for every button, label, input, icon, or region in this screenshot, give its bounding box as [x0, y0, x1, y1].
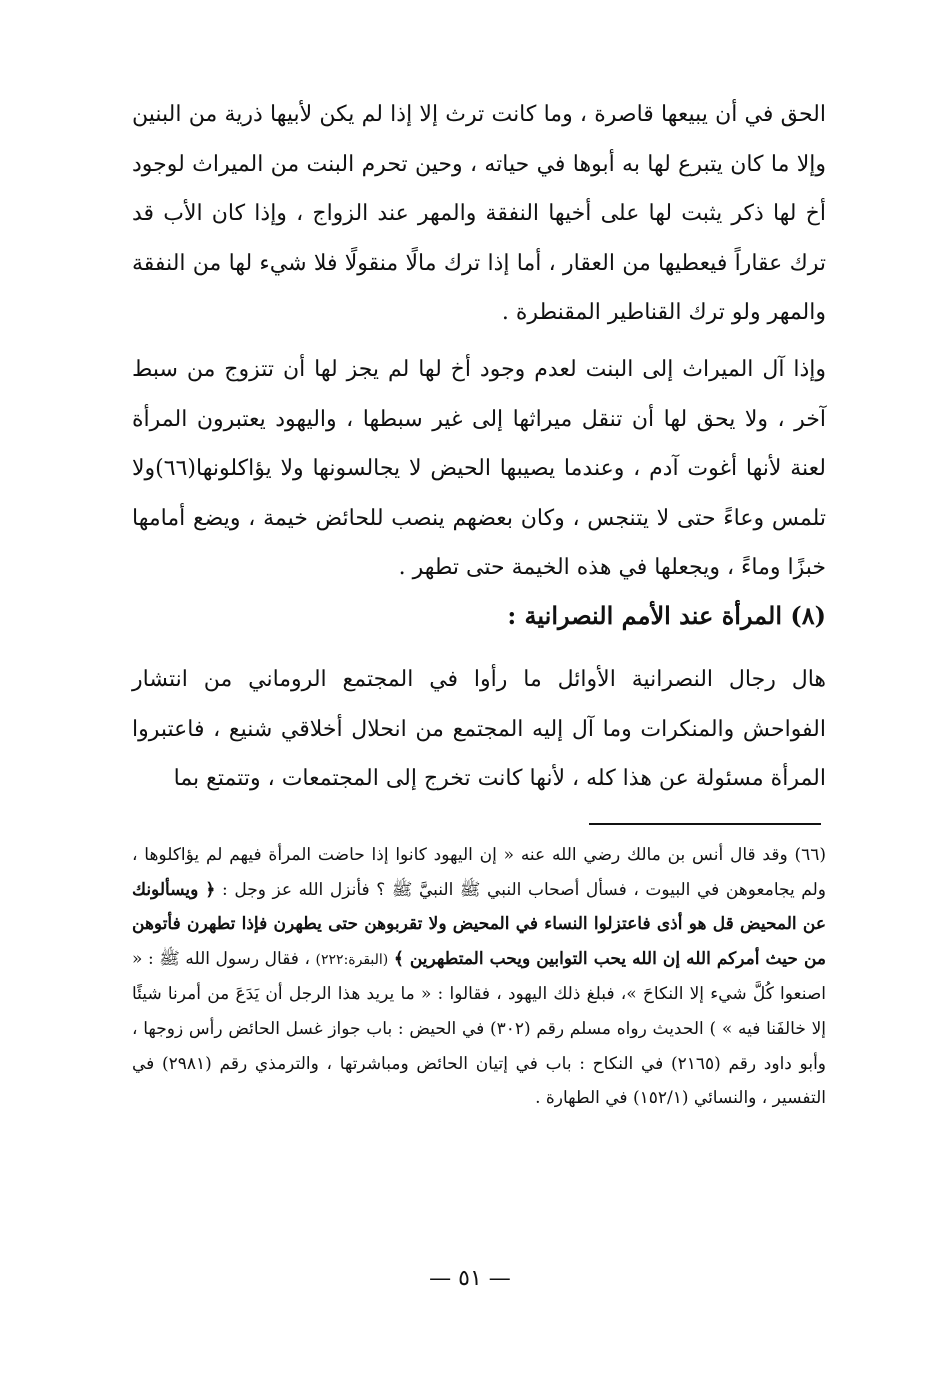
- footnote-number: (٦٦): [794, 845, 827, 865]
- footnote-divider: [589, 823, 821, 825]
- footnote-text-part-1: وقد قال أنس بن مالك رضي الله عنه « إن اليهود كانوا إذا حاضت المرأة فيهم لم يؤاكلوها ، ولم يجامعوهن في البيوت ، فسأل أصحاب النبي ﷺ النبيَّ ﷺ ؟ فأنزل الله عز وجل :: [132, 845, 827, 900]
- footnote-text-part-2: ، فقال رسول الله ﷺ : « اصنعوا كُلَّ شيء إلا النكاحَ »، فبلغ ذلك اليهود ، فقالوا : « ما يريد هذا الرجل أن يَدَعَ من أمرنا شيئًا إلا خالفَنا فيه » ) الحديث رواه مسلم رقم (٣٠٢) في الحيض : باب جواز غسل الحائض رأس زوجها ، وأبو داود رقم (٢١٦٥) في النكاح : باب في إتيان الحائض ومباشرتها ، والترمذي رقم (٢٩٨١) في التفسير ، والنسائي (١٥٢/١) في الطهارة .: [132, 948, 827, 1109]
- section-heading: (٨) المرأة عند الأمم النصرانية :: [507, 601, 826, 630]
- footnote-66: [132, 838, 826, 1116]
- quran-reference: (البقرة:٢٢٢): [315, 951, 389, 968]
- page-number: — ٥١ —: [429, 1266, 511, 1291]
- body-paragraph-1: الحق في أن يبيعها قاصرة ، وما كانت ترث إلا إذا لم يكن لأبيها ذرية من البنين وإلا ما كان يتبرع لها به أبوها في حياته ، وحين تحرم البنت من الميراث لوجود أخ لها ذكر يثبت لها على أخيها النفقة والمهر عند الزواج ، وإذا كان الأب قد ترك عقاراً فيعطيها من العقار ، أما إذا ترك مالًا منقولًا فلا شيء لها من النفقة والمهر ولو ترك القناطير المقنطرة .: [132, 102, 826, 325]
- quran-verse: ﴿ ويسألونك عن المحيض قل هو أذى فاعتزلوا النساء في المحيض ولا تقربوهن حتى يطهرن فإذا تطهرن فأتوهن من حيث أمركم الله إن الله يحب التوابين ويحب المتطهرين ﴾: [132, 879, 826, 969]
- body-paragraph-2: وإذا آل الميراث إلى البنت لعدم وجود أخ لها لم يجز لها أن تتزوج من سبط آخر ، ولا يحق لها أن تنقل ميراثها إلى غير سبطها ، واليهود يعتبرون المرأة لعنة لأنها أغوت آدم ، وعندما يصيبها الحيض لا يجالسونها ولا يؤاكلونها(٦٦)ولا تلمس وعاءً حتى لا يتنجس ، وكان بعضهم ينصب للحائض خيمة ، ويضع أمامها خبزًا وماءً ، ويجعلها في هذه الخيمة حتى تطهر .: [132, 357, 826, 580]
- body-paragraph-3: هال رجال النصرانية الأوائل ما رأوا في المجتمع الروماني من انتشار الفواحش والمنكرات وما آل إليه المجتمع من انحلال أخلاقي شنيع ، فاعتبروا المرأة مسئولة عن هذا كله ، لأنها كانت تخرج إلى المجتمعات ، وتتمتع بما: [132, 667, 826, 791]
